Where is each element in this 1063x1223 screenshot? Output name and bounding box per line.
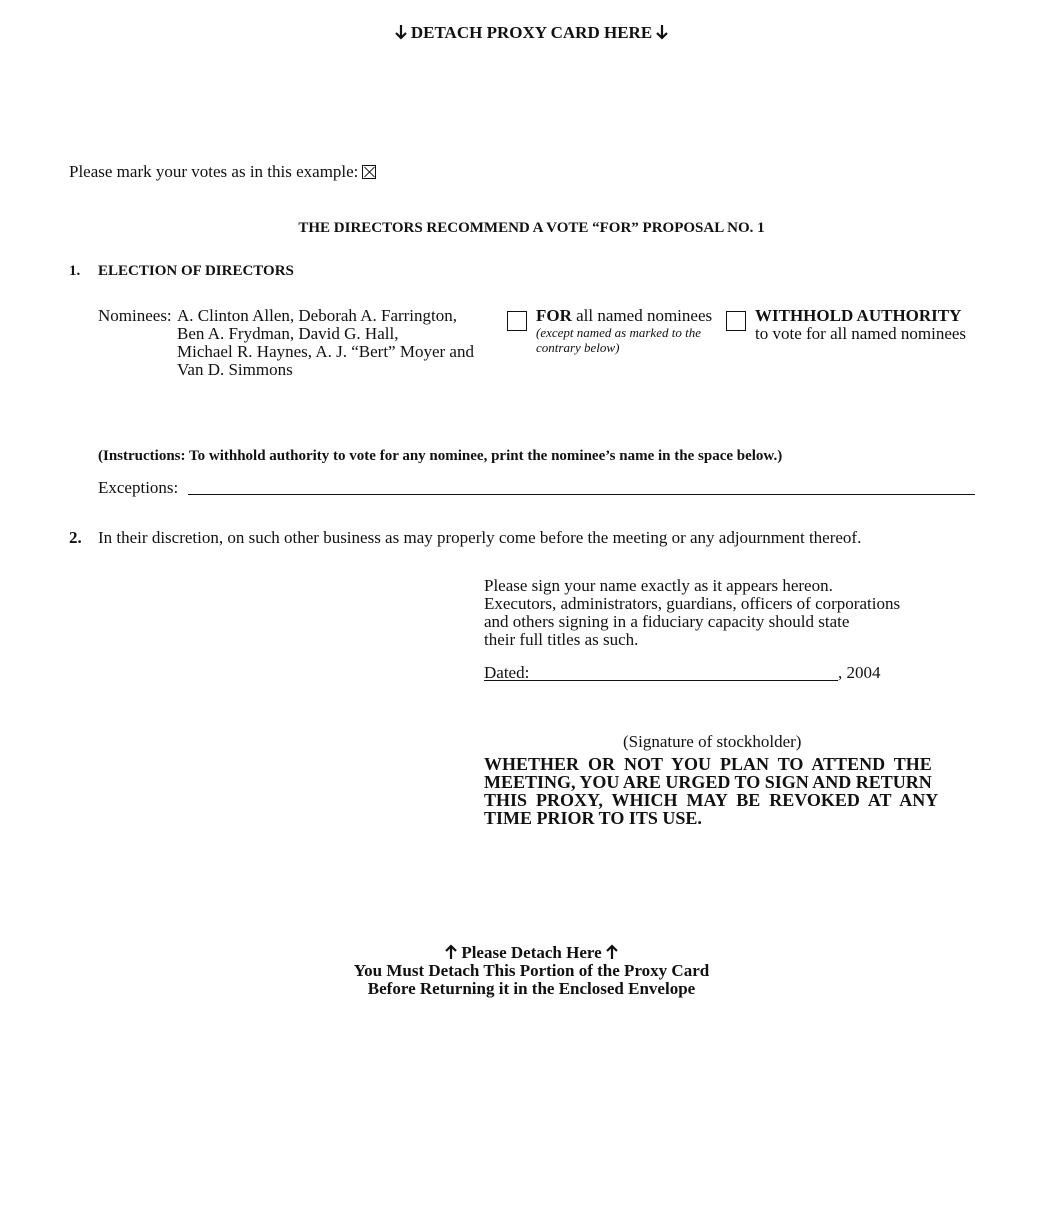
arrow-up-icon [606,944,618,960]
directors-recommendation: THE DIRECTORS RECOMMEND A VOTE “FOR” PROPOSAL NO. 1 [298,220,765,236]
signature-instruction-line: their full titles as such. [484,630,639,649]
exceptions-input-line[interactable] [188,494,975,495]
x-mark-checkbox-icon [362,165,376,179]
example-label: Please mark your votes as in this example: [69,162,359,181]
urge-line: THIS PROXY, WHICH MAY BE REVOKED AT ANY [484,790,939,810]
dated-input-line[interactable] [484,680,838,681]
for-option-note-line: contrary below) [536,340,620,355]
for-option-bold: FOR [536,306,572,325]
signature-label: (Signature of stockholder) [623,732,802,751]
detach-header-text: DETACH PROXY CARD HERE [410,23,653,42]
proposal-1-number: 1. [69,263,81,279]
nominee-line: Van D. Simmons [177,360,293,379]
detach-footer-line2: You Must Detach This Portion of the Proxy Card [353,961,710,980]
dated-label: Dated: [484,663,530,682]
nominees-label: Nominees: [98,306,172,325]
detach-footer [0,944,1063,998]
proposal-2-number: 2. [69,528,82,547]
urge-line: TIME PRIOR TO ITS USE. [484,808,702,828]
detach-footer-line [0,944,1063,962]
nominees-list [177,307,474,379]
dated-year: , 2004 [838,663,881,682]
arrow-down-icon [656,24,668,40]
for-option-note [536,325,701,355]
signature-instruction-line: Executors, administrators, guardians, officers of corporations [484,594,901,613]
signature-instruction-line: and others signing in a fiduciary capacity should state [484,612,850,631]
withhold-instructions: (Instructions: To withhold authority to vote for any nominee, print the nominee’s name in the space below.) [98,448,783,464]
nominee-line: A. Clinton Allen, Deborah A. Farrington, [177,306,458,325]
urge-line: MEETING, YOU ARE URGED TO SIGN AND RETURN [484,772,932,792]
nominee-line: Michael R. Haynes, A. J. “Bert” Moyer and [177,342,474,361]
exceptions-label: Exceptions: [98,478,179,497]
example-instruction [69,163,376,181]
signature-instructions [484,577,900,649]
proposal-2-text: In their discretion, on such other business as may properly come before the meeting or any adjournment thereof. [98,528,862,547]
nominee-line: Ben A. Frydman, David G. Hall, [177,324,399,343]
detach-footer-text: Please Detach Here [461,943,602,962]
detach-header [0,24,1063,42]
detach-footer-line3: Before Returning it in the Enclosed Envelope [367,979,696,998]
withhold-authority-checkbox[interactable] [726,311,746,331]
urge-notice [484,754,939,828]
arrow-up-icon [445,944,457,960]
proposal-1-title: ELECTION OF DIRECTORS [98,263,294,279]
arrow-down-icon [395,24,407,40]
for-option-text: all named nominees [571,306,713,325]
withhold-option-bold: WITHHOLD AUTHORITY [755,306,962,325]
for-option-note-line: (except named as marked to the [536,325,701,340]
urge-line: WHETHER OR NOT YOU PLAN TO ATTEND THE [484,754,932,774]
for-all-nominees-checkbox[interactable] [507,311,527,331]
signature-instruction-line: Please sign your name exactly as it appears hereon. [484,576,833,595]
withhold-option-text: to vote for all named nominees [755,324,967,343]
withhold-option-label [755,307,966,343]
for-option-label [536,307,712,325]
